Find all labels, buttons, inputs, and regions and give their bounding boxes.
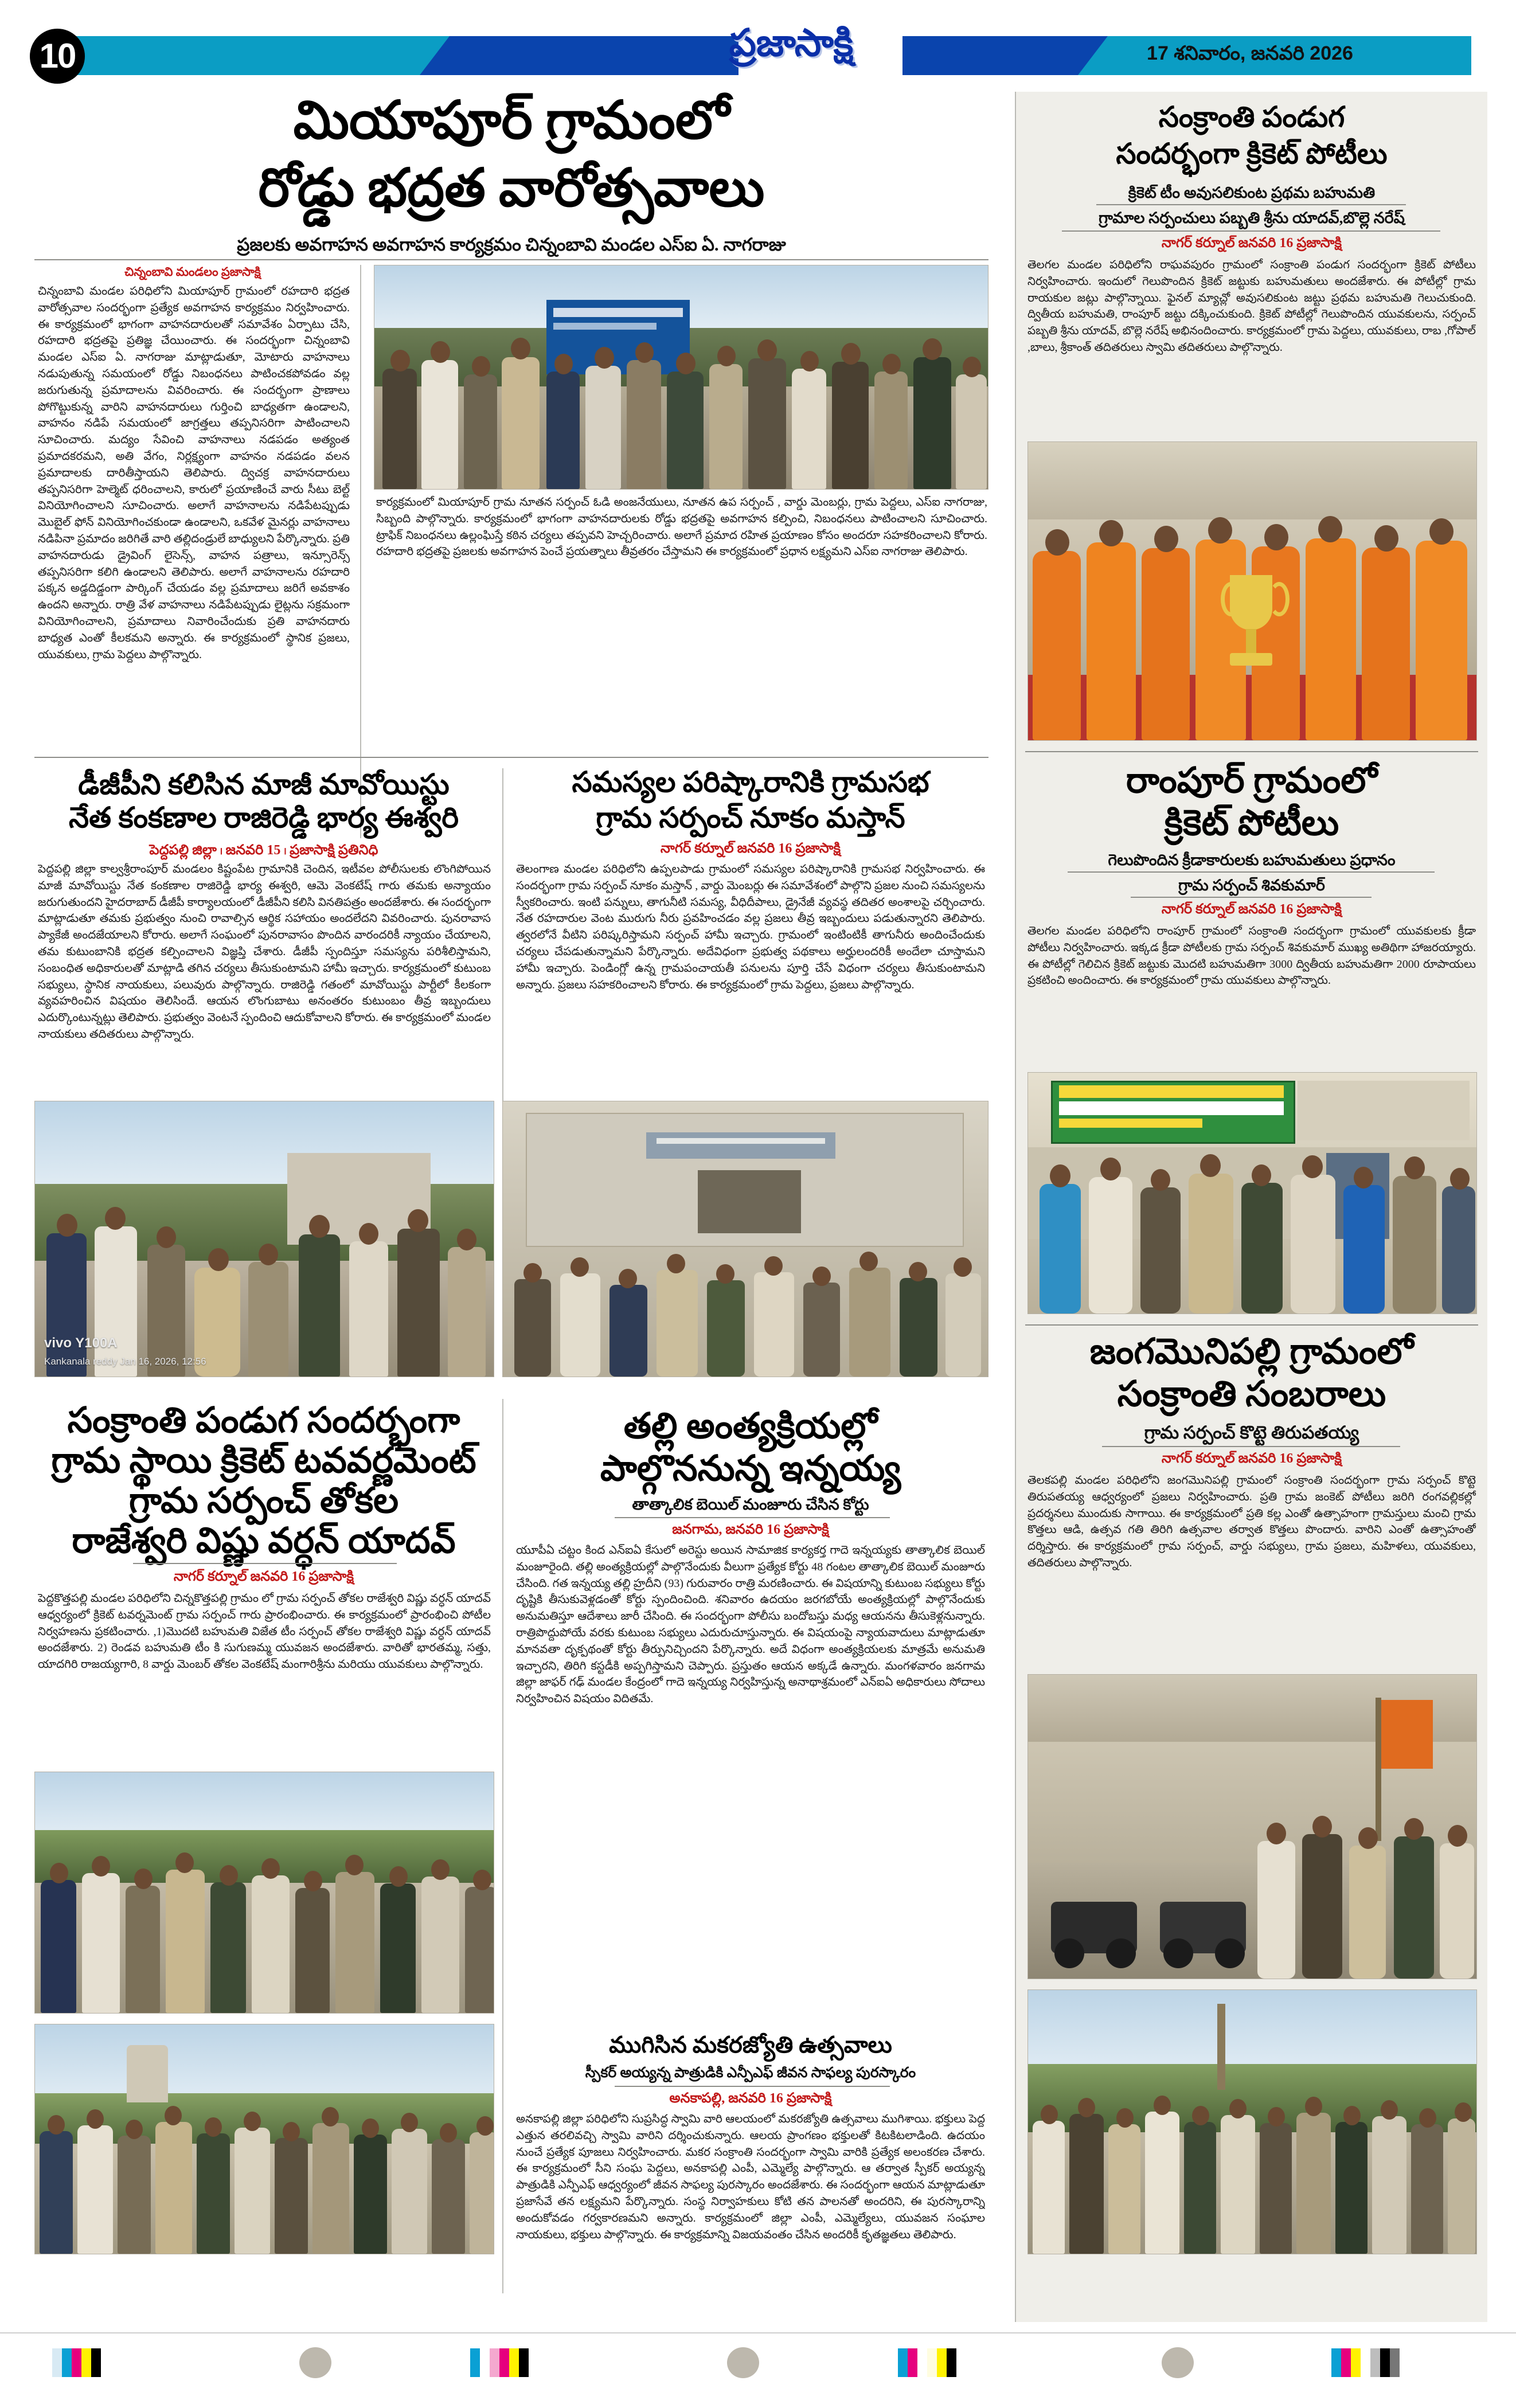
divider	[34, 757, 988, 758]
jangamonipalli-subhead: గ్రామ సర్పంచ్ కొట్టె తిరుపతయ్య	[1144, 1422, 1359, 1443]
color-swatch	[52, 2348, 62, 2377]
makara-subhead: స్పీకర్ అయ్యన్న పాత్రుడికి ఎన్పీఎఫ్ జీవన సాఫల్య పురస్కారం	[585, 2065, 916, 2081]
dgp-headline-line1: డీజీపీని కలిసిన మాజీ మావోయిస్టు	[78, 768, 450, 800]
cricket-tournament-photo-2	[34, 2024, 494, 2254]
color-swatch	[937, 2348, 947, 2377]
rampur-body-text: తెలగల మండల పరిధిలోని రాంపూర్ గ్రామంలో సంక్రాంతి సందర్భంగా గ్రామంలో యువకులకు క్రీడా పోటీలు నిర్వహించారు. ఇక్కడ క్రీడా పోటీలకు గ్రామ సర్పంచ్ శివకుమార్ ముఖ్య అతిథిగా హాజరయ్యారు. ఈ పోటీల్లో గెలిచిన క్రికెట్ జట్టుకు మొదటి బహుమతిగా 3000 ద్వితీయ బహుమతిగా 2000 రూపాయలు ప్రకటించి అందించారు. ఈ కార్యక్రమంలో గ్రామ యువకులు పాల్గొన్నారు.	[1027, 925, 1476, 987]
masthead-bar-blue-right	[902, 36, 1109, 75]
color-swatch	[72, 2348, 81, 2377]
right-section	[1015, 92, 1487, 2322]
color-swatch	[1380, 2348, 1390, 2377]
print-registration-bar	[0, 2345, 1516, 2380]
cricket-top-photo	[1027, 441, 1477, 741]
gramasabha-headline-line1: సమస్యల పరిష్కారానికి గ్రామసభ	[572, 766, 929, 798]
divider	[133, 1563, 397, 1564]
cricket-tournament-headline-line3: గ్రామ సర్పంచ్ తోకల	[128, 1481, 399, 1520]
color-swatch	[898, 2348, 908, 2377]
cricket-top-subhead-2: గ్రామాల సర్పంచులు పబ్బతి శ్రీను యాదవ్,బొల్లె నరేష్	[1099, 209, 1405, 226]
lead-byline: చిన్నంబావి మండలం ప్రజాసాక్షి	[124, 265, 261, 279]
lead-subhead: ప్రజలకు అవగాహన అవగాహన కార్యక్రమం చిన్నంబావి మండల ఎస్ఐ ఏ. నాగరాజు	[237, 234, 786, 255]
lead-headline-line2: రోడ్డు భద్రత వారోత్సవాలు	[258, 159, 765, 217]
mother-byline: జనగామ, జనవరి 16 ప్రజాసాక్షి	[672, 1522, 829, 1537]
cricket-top-headline-line2: సందర్భంగా క్రికెట్ పోటీలు	[1116, 138, 1388, 170]
content-grid	[30, 92, 1486, 2322]
color-swatch-group	[470, 2348, 529, 2377]
jangamonipalli-headline-line1: జంగమొనిపల్లి గ్రామంలో	[1089, 1332, 1414, 1371]
registration-oval	[1162, 2347, 1194, 2378]
color-swatch	[1370, 2348, 1380, 2377]
color-swatch	[62, 2348, 72, 2377]
rampur-photo	[1027, 1072, 1477, 1314]
lead-headline-line1: మియాపూర్ గ్రామంలో	[293, 91, 730, 150]
gramasabha-headline-line2: గ్రామ సర్పంచ్ నూకం మస్తాన్	[596, 802, 905, 834]
divider	[34, 259, 988, 260]
lead-photo-caption: కార్యక్రమంలో మియాపూర్ గ్రామ నూతన సర్పంచ్ ఓడి అంజనేయులు, నూతన ఉప సర్పంచ్ , వార్డు మెంబర్లు, గ్రామ పెద్దలు, ఎస్ఐ నాగరాజు, సిబ్బంది పాల్గొన్నారు. కార్యక్రమంలో భాగంగా వాహనదారులకు రోడ్డు భద్రతపై అవగాహన కల్పించి, నిబంధనలు పాటించాలని సూచించారు. ట్రాఫిక్ నిబంధనలు ఉల్లంఘిస్తే కఠిన చర్యలు తప్పవని హెచ్చరించారు. అలాగే ప్రమాద రహిత ప్రయాణం కోసం అందరూ సహకరించాలని కోరారు. రహదారి భద్రతపై ప్రజలకు అవగాహన పెంచే ప్రయత్నాలు తీవ్రతరం చేస్తామని ఈ కార్యక్రమంలో ప్రధాన లక్ష్యమని ఎస్ఐ నాగరాజు తెలిపారు.	[376, 496, 987, 558]
lead-body-text: చిన్నంబావి మండల పరిధిలోని మియాపూర్ గ్రామంలో రహదారి భద్రత వారోత్సవాల సందర్భంగా ప్రత్యేక అవగాహన కార్యక్రమం నిర్వహించారు. ఈ కార్యక్రమంలో భాగంగా వాహనదారులతో సమావేశం ఏర్పాటు చేసి, రహదారి భద్రతపై ప్రతిజ్ఞ చేయించారు. ఈ సందర్భంగా చిన్నంబావి మండల ఎస్ఐ ఏ. నాగరాజు మాట్లాడుతూ, మోటారు వాహనాలు నడుపుతున్న సమయంలో రోడ్డు నిబంధనలు పాటించకపోవడం వల్ల జరుగుతున్న ప్రమాదాలను వివరించారు. ఈ సందర్భంగా ప్రాణాలు పోగొట్టుకున్న వారిని వాహనదారులు గుర్తించి బాధ్యతగా ఉండాలని, వాహనం నడిపే సమయంలో జాగ్రత్తలు తప్పనిసరిగా పాటించాలని సూచించారు. మద్యం సేవించి వాహనాలు నడపడం అత్యంత ప్రమాదకరమని, అతి వేగం, నిర్లక్ష్యంగా వాహనం నడపడం వలన ప్రమాదాలకు దారితీస్తాయని తెలిపారు. ద్విచక్ర వాహనదారులు తప్పనిసరిగా హెల్మెట్ ధరించాలని, కారులో ప్రయాణించే వారు సీటు బెల్ట్ వినియోగించాలని సూచించారు. అలాగే వాహనాలను నడిపేటప్పుడు మొబైల్ ఫోన్ వినియోగించకుండా ఉండాలని, ఒకవేళ మైనర్లు వాహనాలు నడిపినా ప్రమాదం జరిగితే వారి తల్లిదండ్రులే బాధ్యులని పేర్కొన్నారు. ప్రతి వాహనదారుడు డ్రైవింగ్ లైసెన్స్, వాహన పత్రాలు, ఇన్సూరెన్స్ తప్పనిసరిగా కలిగి ఉండాలని తెలిపారు. అలాగే వాహనాలను రహదారి పక్కన అడ్డదిడ్డంగా పార్కింగ్ చేయడం వల్ల ప్రమాదాలు జరిగే అవకాశం ఉందని అన్నారు. రాత్రి వేళ వాహనాలు నడిపేటప్పుడు లైట్లను సక్రమంగా వినియోగించాలని, ప్రమాదాలు నివారించేందుకు ప్రతి వాహనదారు బాధ్యత ఎంతో కీలకమని అన్నారు. ఈ కార్యక్రమంలో స్థానిక ప్రజలు, యువకులు, గ్రామ పెద్దలు పాల్గొన్నారు.	[38, 285, 350, 661]
color-swatch	[927, 2348, 937, 2377]
mother-headline-line2: పాల్గొననున్న ఇన్నయ్య	[600, 1449, 901, 1488]
registration-oval	[299, 2347, 331, 2378]
color-swatch	[1390, 2348, 1400, 2377]
makara-headline: ముగిసిన మకరజ్యోతి ఉత్సవాలు	[609, 2032, 892, 2058]
page-number: 10	[30, 29, 85, 84]
cricket-top-subhead-1: క్రికెట్ టీం అవుసలికుంట ప్రథమ బహుమతి	[1128, 184, 1376, 201]
left-section	[30, 92, 999, 2322]
dgp-byline: పెద్దపల్లి జిల్లా ၊ జనవరి 15 ၊ ప్రజాసాక్షి ప్రతినిధి	[149, 843, 378, 858]
color-swatch	[1331, 2348, 1341, 2377]
cricket-top-byline: నాగర్ కర్నూల్ జనవరి 16 ప్రజాసాక్షి	[1161, 236, 1342, 251]
divider	[1068, 871, 1435, 873]
publication-title: ప్రజాసాక్షి	[729, 22, 854, 64]
divider	[1025, 1324, 1478, 1326]
divider	[615, 2086, 890, 2087]
color-swatch	[470, 2348, 480, 2377]
color-swatch	[1351, 2348, 1361, 2377]
jangamonipalli-byline: నాగర్ కర్నూల్ జనవరి 16 ప్రజాసాక్షి	[1161, 1451, 1342, 1466]
photo-watermark-meta: Kankanala reddy Jan 16, 2026, 12:56	[44, 1356, 206, 1367]
cricket-top-headline-line1: సంక్రాంతి పండుగ	[1158, 101, 1345, 133]
column-rule	[502, 1399, 503, 2293]
color-swatch	[947, 2348, 956, 2377]
color-swatch-group	[898, 2348, 956, 2377]
color-swatch-group	[1331, 2348, 1400, 2377]
mother-body-text: యూపీఏ చట్టం కింద ఎన్ఐఏ కేసులో అరెస్టు అయిన సామాజిక కార్యకర్త గాదె ఇన్నయ్యకు తాత్కాలిక బెయిల్ మంజూరైంది. తల్లి అంత్యక్రియల్లో పాల్గొనేందుకు వీలుగా ప్రత్యేక కోర్టు 48 గంటల తాత్కాలిక బెయిల్ మంజూరు చేసింది. గత ఇన్నయ్య తల్లి హ్రదీని (93) గురువారం రాత్రి మరణించారు. ఈ విషయాన్ని కుటుంబ సభ్యులు కోర్టు దృష్టికి తీసుకువెళ్లడంతో కోర్టు స్పందించింది. శనివారం ఉదయం జరగబోయే అంత్యక్రియల్లో పాల్గొనేందుకు అనుమతిస్తూ ఆదేశాలు జారీ చేసింది. ఈ సందర్భంగా పోలీసు బందోబస్తు మధ్య ఆయనను తీసుకెళ్లనున్నారు. రాత్రిపొద్దుపోయే వరకు కుటుంబ సభ్యులు ఎదురుచూస్తున్నారు. ఈ విషయంపై న్యాయవాదులు మాట్లాడుతూ మానవతా దృక్పథంతో కోర్టు తీర్పునిచ్చిందని పేర్కొన్నారు. అదే విధంగా అంత్యక్రియలకు మాత్రమే అనుమతి ఇచ్చారని, తిరిగి కస్టడీకి అప్పగిస్తామని చెప్పారు. ప్రస్తుతం ఆయన అక్కడే ఉన్నారు. మంగళవారం జనగామ జిల్లా జాఫర్ గఢ్ మండల కేంద్రంలో గాదె ఇన్నయ్య నిర్వహిస్తున్న అనాథాశ్రమంలో ఎన్ఐఏ అధికారులు సోదాలు నిర్వహించిన విషయం విదితమే.	[516, 1544, 985, 1706]
dgp-body-text: పెద్దపల్లి జిల్లా కాల్వశ్రీరాంపూర్ మండలం కిష్టంపేట గ్రామానికి చెందిన, ఇటీవల పోలీసులకు లొంగిపోయిన మాజీ మావోయిస్టు నేత కంకణాల రాజిరెడ్డి భార్య ఈశ్వరి, ఆమె వెంకటేష్ గారు తమకు అన్యాయం జరుగుతుందని హైదరాబాద్ డీజీపీ కార్యాలయంలో డీజీపీని కలిసి వినతిపత్రం అందజేశారు. ఈ సందర్భంగా మాట్లాడుతూ తమకు ప్రభుత్వం నుంచి రావాల్సిన ఆర్థిక సహాయం అందలేదని వివరించారు. పునరావాస ప్యాకేజీ అందజేయాలని కోరారు. అలాగే సంఘంలో పునరావాసం పొందిన వారందరికీ న్యాయం చేయాలని, తమ కుటుంబానికి భద్రత కల్పించాలని విజ్ఞప్తి చేశారు. డీజీపీ స్పందిస్తూ సమస్యను పరిశీలిస్తామని, సంబంధిత అధికారులతో మాట్లాడి తగిన చర్యలు తీసుకుంటామని హామీ ఇచ్చారు. కార్యక్రమంలో కుటుంబ సభ్యులు, స్థానిక నాయకులు, పలువురు పాల్గొన్నారు. రాజిరెడ్డి గతంలో మావోయిస్టు పార్టీలో కీలకంగా వ్యవహరించిన విషయం తెలిసిందే. ఆయన లొంగుబాటు అనంతరం కుటుంబం తీవ్ర ఇబ్బందులు ఎదుర్కొంటున్నట్లు తెలిపారు. ప్రభుత్వం వెంటనే స్పందించి ఆదుకోవాలని కోరారు. ఈ కార్యక్రమంలో మండల నాయకులు తదితరులు పాల్గొన్నారు.	[38, 863, 491, 1041]
color-swatch	[91, 2348, 101, 2377]
jangamonipalli-body-text: తెలకపల్లి మండల పరిధిలోని జంగమొనిపల్లి గ్రామంలో సంక్రాంతి సందర్భంగా గ్రామ సర్పంచ్ కొట్టె తిరుపతయ్య ఆధ్వర్యంలో ప్రజలు నిర్వహించారు. ప్రతి గ్రామ జంకెట్ పోటీలు జరిగి రంగవల్లికల్లో ప్రదర్శనలు ముందుకు సాగాయి. ఈ కార్యక్రమంలో ప్రతి కల్ల ఎంతో ఉత్సాహంగా గ్రామస్తులు మంచి గ్రామ కొత్తలు ఆడి, ఉత్సవ గతి తిరిగి ఉత్సవాల తర్వాత కొత్తలు పొందారు. వారిని ఎంతో ఉత్సాహంతో దర్శిస్తారు. ఈ కార్యక్రమంలో గ్రామ సర్పంచ్, వార్డు సభ్యులు, గ్రామ ప్రజలు, మహిళలు, యువకులు, తదితరులు పాల్గొన్నారు.	[1027, 1474, 1476, 1569]
gramasabha-body-text: తెలంగాణ మండల పరిధిలోని ఉప్పలపాడు గ్రామంలో సమస్యల పరిష్కారానికి గ్రామసభ నిర్వహించారు. ఈ సందర్భంగా గ్రామ సర్పంచ్ నూకం మస్తాన్ , వార్డు మెంబర్లు ఈ సమావేశంలో పాల్గొని ప్రజల నుంచి సమస్యలను స్వీకరించారు. ఇంటి పన్నులు, తాగునీటి సమస్య, వీధిదీపాలు, డ్రైనేజీ వ్యవస్థ తదితర అంశాలపై చర్చించారు. నేత రహదారుల వెంట మురుగు నీరు ప్రవహించడం వల్ల ప్రజలు తీవ్ర ఇబ్బందులు పడుతున్నారని తెలిపారు. త్వరలోనే వీటిని పరిష్కరిస్తామని సర్పంచ్ హామీ ఇచ్చారు. గ్రామంలో ఇంటింటికీ తాగునీరు అందించేందుకు చర్యలు చేపడుతున్నామని పేర్కొన్నారు. అదేవిధంగా ప్రభుత్వ పథకాలు అర్హులందరికీ అందేలా చూస్తామని హామీ ఇచ్చారు. పెండింగ్లో ఉన్న గ్రామపంచాయతీ పనులను పూర్తి చేసే విధంగా చర్యలు తీసుకుంటామని అన్నారు. ప్రజలు సహకరించాలని కోరారు. ఈ కార్యక్రమంలో గ్రామ పెద్దలు, ప్రజలు పాల్గొన్నారు.	[516, 863, 985, 991]
color-swatch	[480, 2348, 490, 2377]
color-swatch	[499, 2348, 509, 2377]
dgp-headline-line2: నేత కంకణాల రాజిరెడ్డి భార్య ఈశ్వరి	[69, 802, 459, 834]
divider	[1062, 230, 1440, 232]
cricket-top-body-text: తెలగల మండల పరిధిలోని రాఘవపురం గ్రామంలో సంక్రాంతి పండుగ సందర్భంగా క్రికెట్ పోటీలు నిర్వహించారు. ఇందులో గెలుపొందిన క్రికెట్ జట్టుకు బహుమతులు అందజేశారు. ఈ పోటీల్లో గ్రామ రాయకుల జట్లు పాల్గొన్నాయి. ఫైనల్ మ్యాచ్లో అవుసలికుంట జట్టు ప్రథమ బహుమతి గెలుచుకుంది. ద్వితీయ బహుమతి, రాంపూర్ జట్టు దక్కించుకుంది. క్రికెట్ పోటీల్లో గెలుపొందిన యువకులను, సర్పంచ్ పబ్బతి శ్రీను యాదవ్, బొల్లె నరేష్ అభినందించారు. కార్యక్రమంలో గ్రామ పెద్దలు, యువకులు, రాబ ,గోపాల్ ,బాలు, శ్రీకాంత్ తదితరులు స్వామి తదితరులు పాల్గొన్నారు.	[1027, 259, 1476, 354]
registration-oval	[727, 2347, 759, 2378]
color-swatch	[490, 2348, 499, 2377]
gramasabha-photo	[502, 1101, 988, 1377]
divider	[615, 1517, 890, 1518]
divider	[1096, 204, 1406, 205]
color-swatch	[42, 2348, 52, 2377]
color-swatch	[81, 2348, 91, 2377]
masthead-bar-cyan-left	[55, 36, 451, 75]
color-swatch	[519, 2348, 529, 2377]
rampur-headline-line1: రాంపూర్ గ్రామంలో	[1126, 761, 1378, 800]
photo-watermark-device: vivo Y100A	[44, 1335, 118, 1351]
column-rule	[360, 265, 361, 838]
masthead	[0, 0, 1516, 86]
makara-body-text: అనకాపల్లి జిల్లా పరిధిలోని సుప్రసిద్ధ స్వామి వారి ఆలయంలో మకరజ్యోతి ఉత్సవాలు ముగిశాయి. భక్తులు పెద్ద ఎత్తున తరలివచ్చి స్వామి వారిని దర్శించుకున్నారు. ఆలయ ప్రాంగణం భక్తులతో కిటకిటలాడింది. ఉదయం నుంచే ప్రత్యేక పూజలు నిర్వహించారు. మకర సంక్రాంతి సందర్భంగా స్వామి వారికి ప్రత్యేక అలంకరణ చేశారు. ఈ కార్యక్రమంలో సీని సంఘ పెద్దలు, అనకాపల్లి ఎంపీ, ఎమ్మెల్యే పాల్గొన్నారు. ఆ తర్వాత స్పీకర్ అయ్యన్న పాత్రుడికి ఎన్పీఎఫ్ ఆధ్వర్యంలో జీవన సాఫల్య పురస్కారం అందజేశారు. ఈ సందర్భంగా ఆయన మాట్లాడుతూ ప్రజాసేవే తన లక్ష్యమని పేర్కొన్నారు. సంస్థ నిర్వాహకులు కోటి తన పాలనతో అందరిని, ఈ పురస్కారాన్ని అందుకోవడం గర్వకారణమని అన్నారు. కార్యక్రమంలో జిల్లా ఎంపీ, ఎమ్మెల్యేలు, యువజన సంఘాల నాయకులు, భక్తులు పాల్గొన్నారు. ఈ కార్యక్రమాన్ని విజయవంతం చేసిన అందరికీ కృతజ్ఞతలు తెలిపారు.	[516, 2113, 985, 2241]
divider	[1025, 751, 1478, 752]
jangamonipalli-headline-line2: సంక్రాంతి సంబరాలు	[1117, 1375, 1386, 1414]
mother-headline-line1: తల్లి అంత్యక్రియల్లో	[623, 1407, 878, 1446]
color-swatch	[908, 2348, 917, 2377]
cricket-tournament-headline-line2: గ్రామ స్థాయి క్రికెట్ టవవర్ణమెంట్	[51, 1441, 476, 1480]
color-swatch	[509, 2348, 519, 2377]
makara-byline: అనకాపల్లి, జనవరి 16 ప్రజాసాక్షి	[669, 2091, 832, 2106]
column-rule	[502, 768, 503, 1112]
divider	[1102, 1446, 1400, 1447]
mother-subhead: తాత్కాలిక బెయిల్ మంజూరు చేసిన కోర్టు	[632, 1496, 869, 1513]
dgp-photo	[34, 1101, 494, 1377]
cricket-tournament-headline-line4: రాజేశ్వరి విష్ణు వర్ధన్ యాదవ్	[72, 1522, 456, 1561]
cricket-tournament-headline-line1: సంక్రాంతి పండుగ సందర్భంగా	[67, 1401, 460, 1440]
jangamonipalli-photo-1	[1027, 1674, 1477, 1979]
color-swatch	[1341, 2348, 1351, 2377]
rampur-subhead: గెలుపొందిన క్రీడాకారులకు బహుమతులు ప్రధానం	[1108, 851, 1396, 869]
rampur-subhead-2: గ్రామ సర్పంచ్ శివకుమార్	[1178, 877, 1325, 894]
jangamonipalli-photo-2	[1027, 1989, 1477, 2254]
color-swatch	[1361, 2348, 1370, 2377]
lead-photo	[374, 265, 988, 490]
cricket-tournament-byline: నాగర్ కర్నూల్ జనవరి 16 ప్రజాసాక్షి	[173, 1569, 354, 1584]
footer-rule	[0, 2332, 1516, 2333]
cricket-tournament-photo	[34, 1772, 494, 2014]
gramasabha-byline: నాగర్ కర్నూల్ జనవరి 16 ప్రజాసాక్షి	[660, 841, 841, 856]
color-swatch-group	[42, 2348, 101, 2377]
cricket-tournament-body-text: పెద్దకొత్తపల్లి మండల పరిధిలోని చిన్నకొత్తపల్లి గ్రామం లో గ్రామ సర్పంచ్ తోకల రాజేశ్వరి విష్ణు వర్ధన్ యాదవ్ ఆధ్వర్యంలో క్రికెట్ టవర్నమెంట్ గ్రామ సర్పంచ్ గారు ప్రారంభించారు. ఈ కార్యక్రమంలో ప్రారంభించి పోటీల నిర్వహణను ప్రకటించారు. ,1)మొదటి బహుమతి విజేత టీం సర్పంచ్ తోకల రాజేశ్వరి విష్ణు వర్ధన్ యాదవ్ అందజేశారు. 2) రెండవ బహుమతి టీం కి సుగుణమ్మ యువజన అందజేశారు. వారితో భారతమ్మ, సత్తు, యాదగిరి రాజయ్యగారి, 8 వార్డు మెంబర్ తోకల వెంకటేష్ మంగారిశ్రీను మరియు యువకులు పాల్గొన్నారు.	[38, 1592, 491, 1671]
rampur-byline: నాగర్ కర్నూల్ జనవరి 16 ప్రజాసాక్షి	[1161, 902, 1342, 917]
publication-date: 17 శనివారం, జనవరి 2026	[1147, 42, 1353, 64]
color-swatch	[917, 2348, 927, 2377]
divider	[1131, 897, 1372, 898]
rampur-headline-line2: క్రికెట్ పోటీలు	[1164, 804, 1339, 843]
